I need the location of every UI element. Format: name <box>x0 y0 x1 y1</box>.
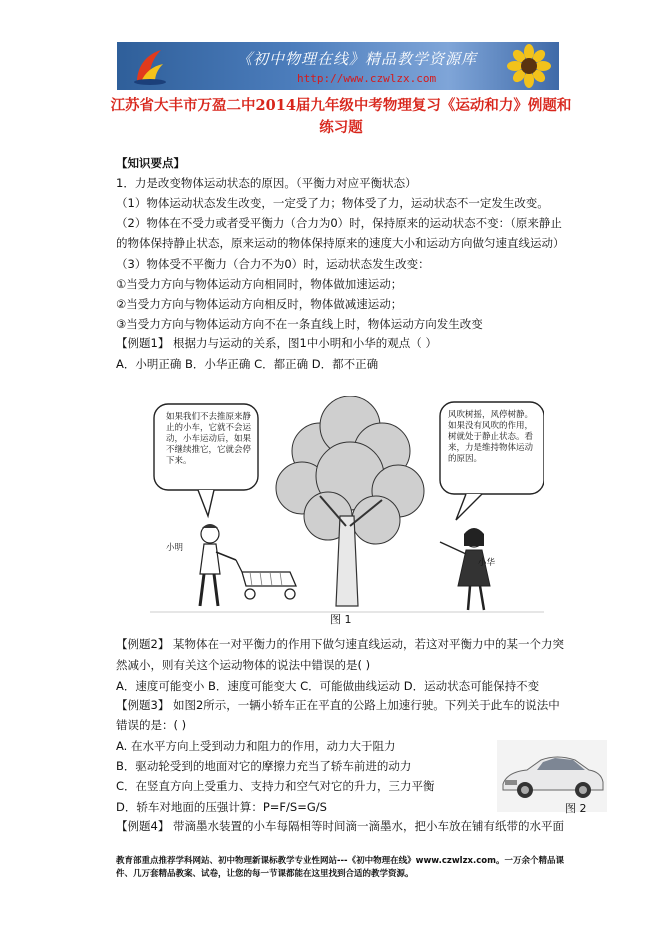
example-4-question: 【例题4】 带滴墨水装置的小车每隔相等时间滴一滴墨水，把小车放在铺有纸带的水平面 <box>116 819 564 833</box>
figure-1-bubble-right: 风吹树摇，风停树静。如果没有风吹的作用，树就处于静止状态。看来，力是维持物体运动的原因。 <box>448 410 534 464</box>
figure-1-caption: 图 1 <box>330 613 352 626</box>
page-footer: 教育部重点推荐学科网站、初中物理新课标教学专业性网站---《初中物理在线》www.czwlzx.com。一万余个精品课件、几万套精品教案、试卷，让您的每一节课都能在这里找到合适的教学资源。 <box>116 856 564 879</box>
text-line: 1．力是改变物体运动状态的原因。（平衡力对应平衡状态） <box>116 176 417 190</box>
example-1-question: 【例题1】 根据力与运动的关系，图1中小明和小华的观点（ ） <box>116 336 437 350</box>
text-line: （2）物体在不受力或者受平衡力（合力为0）时，保持原来的运动状态不变：（原来静止 <box>116 216 562 230</box>
example-3-option-a: A. 在水平方向上受到动力和阻力的作用，动力大于阻力 <box>116 739 396 753</box>
example-3-option-d: D．轿车对地面的压强计算：P=F/S=G/S <box>116 800 327 814</box>
site-logo-icon <box>131 46 169 86</box>
text-line: ③当受力方向与物体运动方向不在一条直线上时，物体运动方向发生改变 <box>116 317 483 331</box>
example-3-option-b: B．驱动轮受到的地面对它的摩擦力充当了轿车前进的动力 <box>116 759 412 773</box>
figure-1-label-xiaohua: 小华 <box>478 558 496 568</box>
example-2-question: 【例题2】 某物体在一对平衡力的作用下做匀速直线运动，若这对平衡力中的某一个力突 <box>116 637 564 651</box>
figure-2-caption: 图 2 <box>565 802 587 815</box>
text-line: ①当受力方向与物体运动方向相同时，物体做加速运动； <box>116 277 403 291</box>
banner-url: http://www.czwlzx.com <box>297 72 437 85</box>
figure-1-label-xiaoming: 小明 <box>166 543 184 553</box>
example-2-question-cont: 然减小，则有关这个运动物体的说法中错误的是( ) <box>116 658 371 672</box>
example-2-options: A．速度可能变小 B．速度可能变大 C．可能做曲线运动 D．运动状态可能保持不变 <box>116 679 540 693</box>
example-3-option-c: C．在竖直方向上受重力、支持力和空气对它的升力，三力平衡 <box>116 779 435 793</box>
text-line: 的物体保持静止状态，原来运动的物体保持原来的速度大小和运动方向做匀速直线运动） <box>116 236 565 250</box>
text-line: （1）物体运动状态发生改变，一定受了力；物体受了力，运动状态不一定发生改变。 <box>116 196 549 210</box>
section-heading: 【知识要点】 <box>116 156 185 170</box>
page-title: 江苏省大丰市万盈二中2014届九年级中考物理复习《运动和力》例题和练习题 <box>110 97 572 136</box>
figure-1-bubble-left: 如果我们不去推原来静止的小车，它就不会运动，小车运动后，如果不继续推它，它就会停下来。 <box>166 412 252 466</box>
banner-title: 《初中物理在线》精品教学资源库 <box>237 50 478 68</box>
figure-2-car-photo <box>497 740 607 812</box>
sunflower-icon <box>507 44 551 88</box>
example-1-options: A．小明正确 B．小华正确 C．都正确 D．都不正确 <box>116 357 379 371</box>
text-line: ②当受力方向与物体运动方向相反时，物体做减速运动； <box>116 297 403 311</box>
example-3-question-cont: 错误的是：( ) <box>116 718 187 732</box>
text-line: （3）物体受不平衡力（合力不为0）时，运动状态发生改变： <box>116 257 430 271</box>
example-3-question: 【例题3】 如图2所示，一辆小轿车正在平直的公路上加速行驶。下列关于此车的说法中 <box>116 698 560 712</box>
header-banner <box>117 42 559 90</box>
